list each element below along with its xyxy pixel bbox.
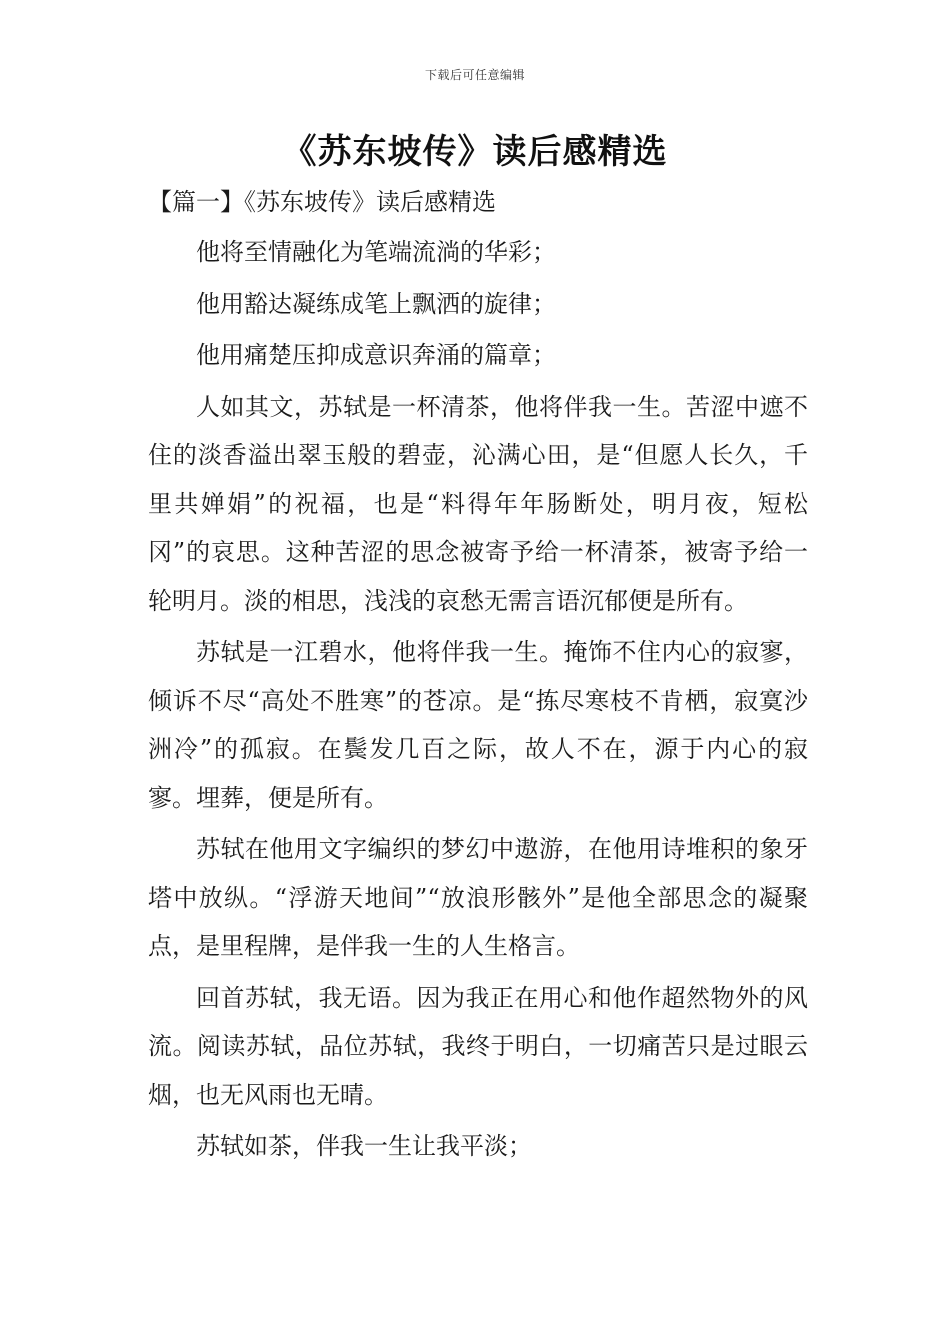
paragraph: 他将至情融化为笔端流淌的华彩； — [196, 238, 556, 266]
paragraph: 他用痛楚压抑成意识奔涌的篇章； — [196, 341, 556, 369]
page-title: 《苏东坡传》读后感精选 — [282, 132, 668, 172]
section-heading: 【篇一】《苏东坡传》读后感精选 — [148, 188, 496, 216]
paragraph: 苏轼是一江碧水，他将伴我一生。掩饰不住内心的寂寥，倾诉不尽“高处不胜寒”的苍凉。是“拣尽寒枝不肯栖，寂寞沙洲冷”的孤寂。在鬓发几百之际，故人不在，源于内心的寂寥。埋葬，便是所有。 — [148, 638, 808, 812]
paragraph: 回首苏轼，我无语。因为我正在用心和他作超然物外的风流。阅读苏轼，品位苏轼，我终于明白，一切痛苦只是过眼云烟，也无风雨也无晴。 — [148, 983, 808, 1109]
header-note: 下载后可任意编辑 — [424, 68, 525, 82]
paragraph: 他用豁达凝练成笔上飘洒的旋律； — [196, 289, 556, 318]
paragraph: 人如其文，苏轼是一杯清茶，他将伴我一生。苦涩中遮不住的淡香溢出翠玉般的碧壶，沁满心田，是“但愿人长久，千里共婵娟”的祝福，也是“料得年年肠断处，明月夜，短松冈”的哀思。这种苦涩的思念被寄予给一杯清茶，被寄予给一轮明月。淡的相思，浅浅的哀愁无需言语沉郁便是所有。 — [148, 392, 808, 615]
paragraph: 苏轼如茶，伴我一生让我平淡； — [196, 1132, 532, 1160]
paragraph: 苏轼在他用文字编织的梦幻中遨游，在他用诗堆积的象牙塔中放纵。“浮游天地间”“放浪形骸外”是他全部思念的凝聚点，是里程牌，是伴我一生的人生格言。 — [148, 835, 808, 960]
body-text — [148, 228, 808, 1174]
